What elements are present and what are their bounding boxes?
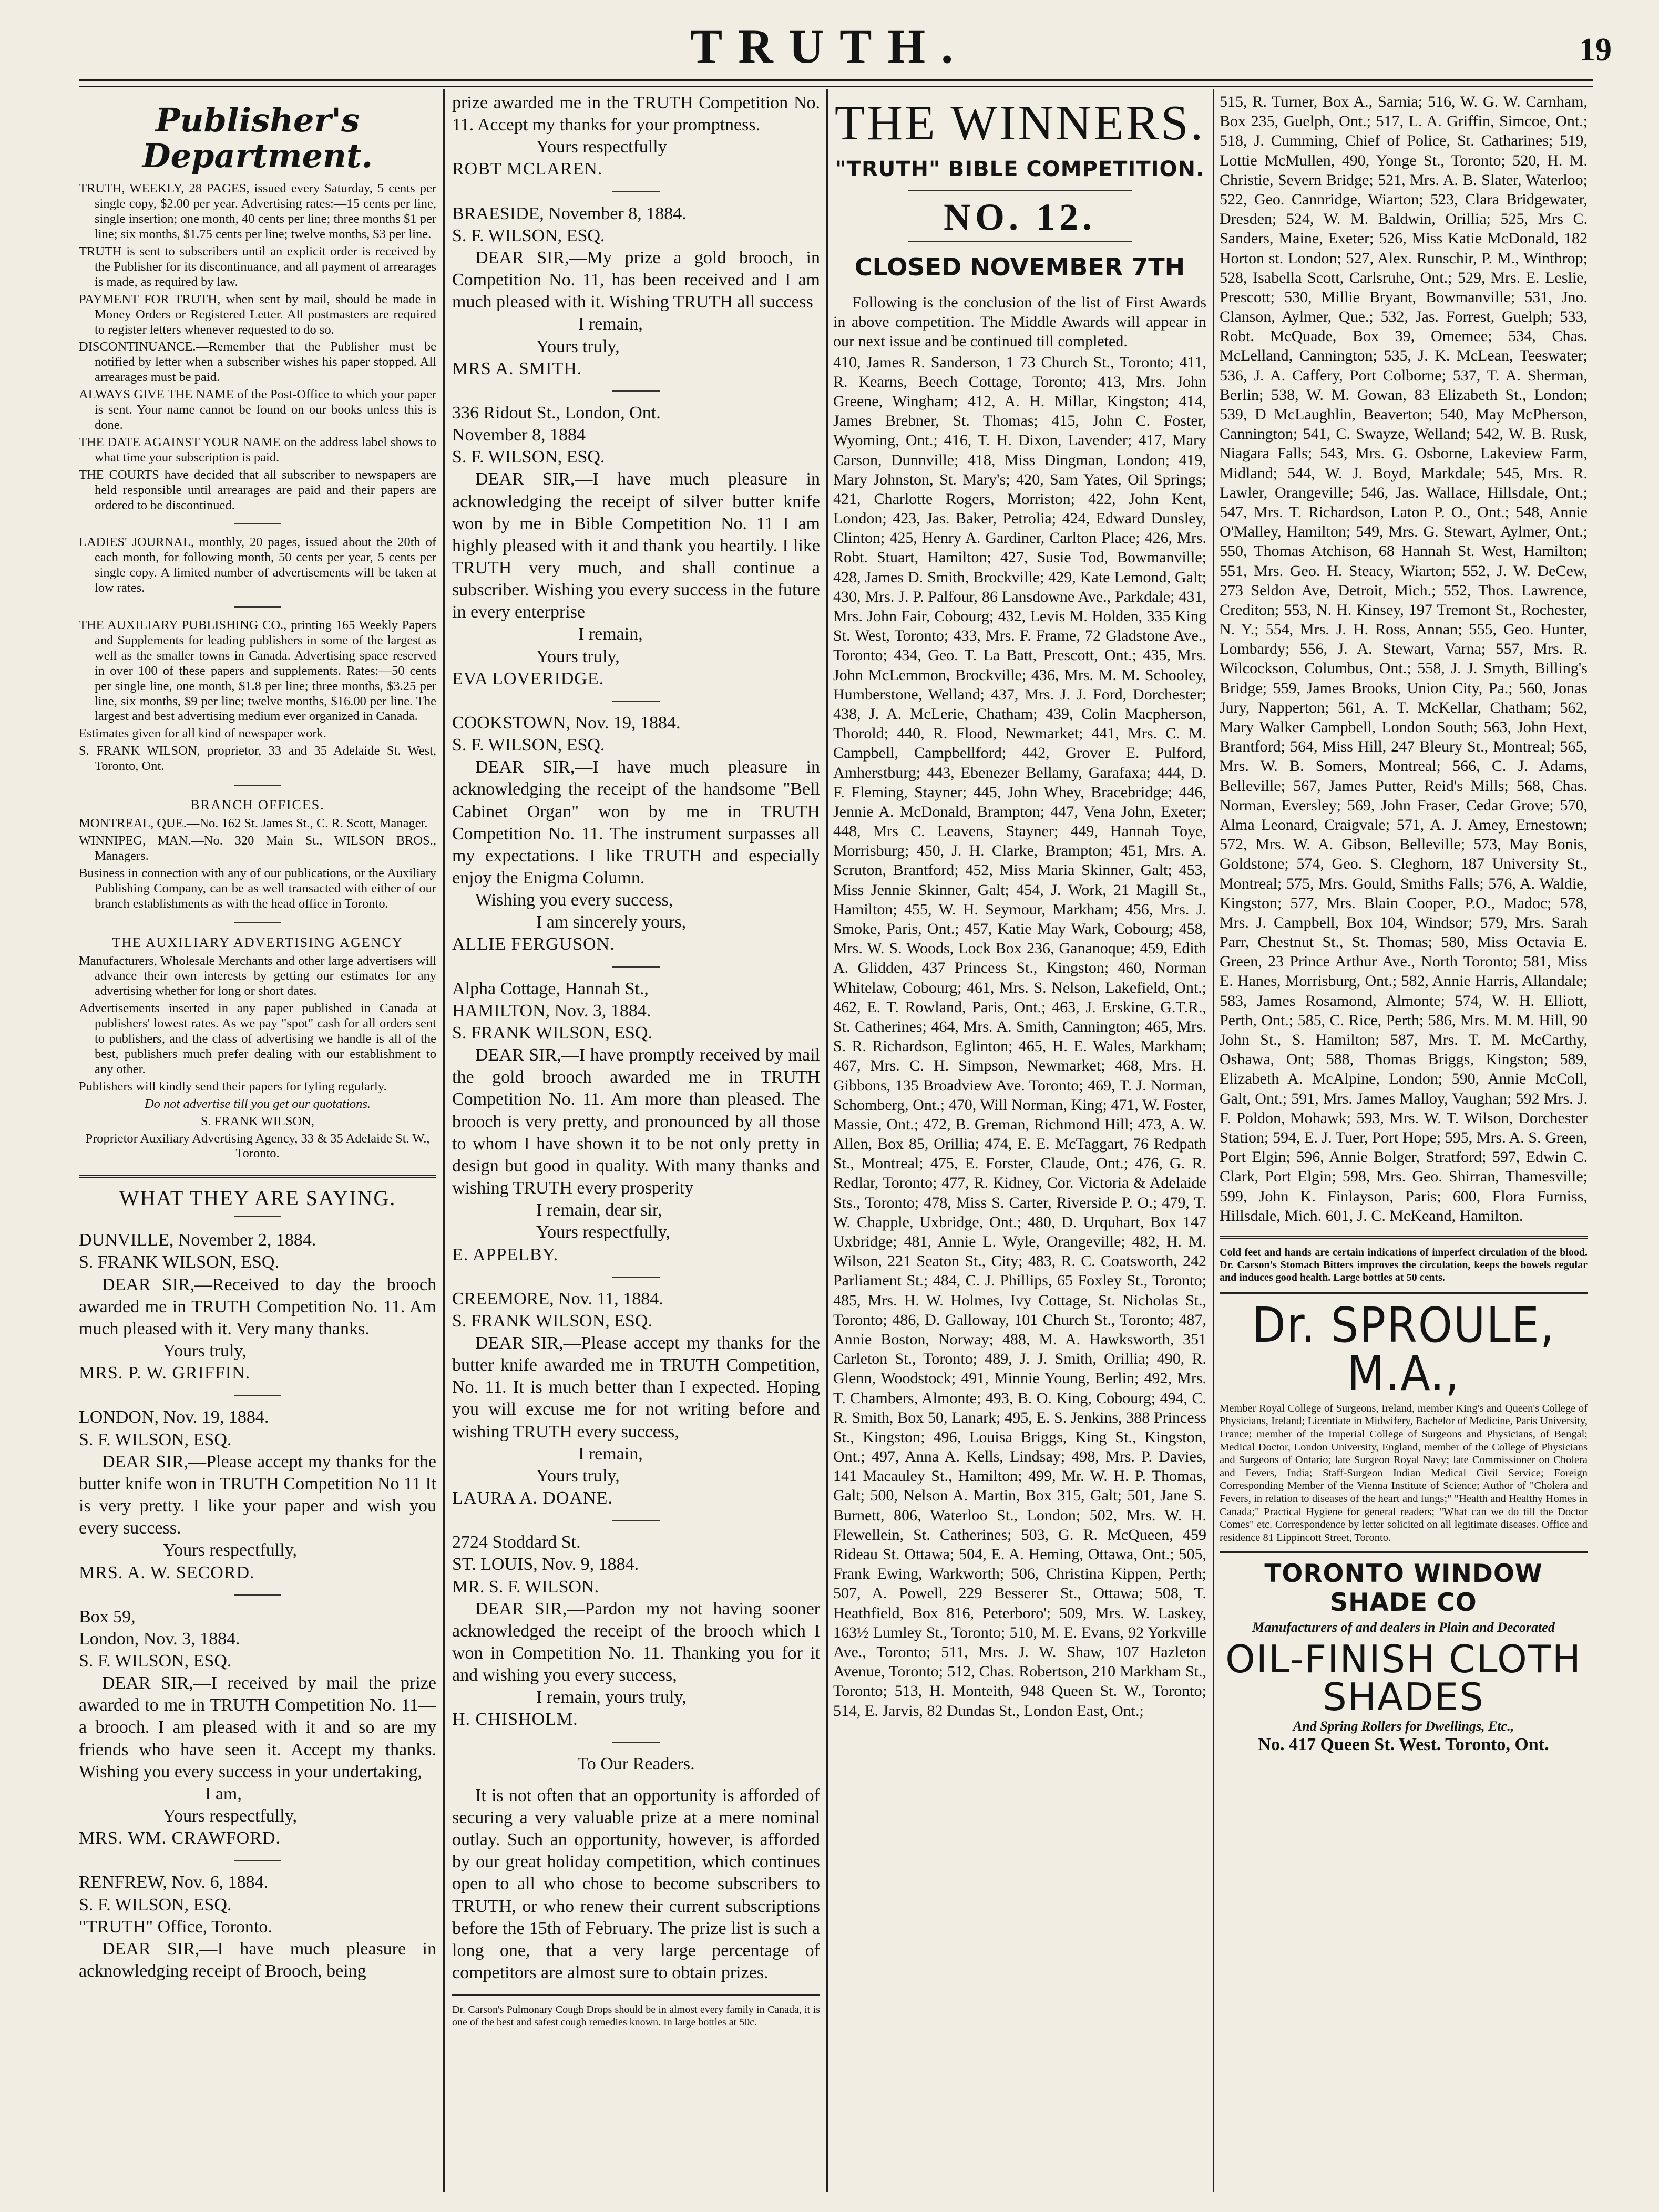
letter-signature: H. CHISHOLM. [452, 1710, 578, 1730]
winners-heading: THE WINNERS. [834, 96, 1205, 150]
letter-closing: Yours truly, [536, 336, 620, 356]
divider [612, 1520, 660, 1521]
letter-dateline: RENFREW, Nov. 6, 1884. [79, 1873, 269, 1892]
letter-closing: Yours respectfully, [163, 1540, 297, 1560]
letter-dateline: CREEMORE, Nov. 11, 1884. [452, 1289, 663, 1309]
dr-sproule-ad-text: Member Royal College of Surgeons, Ireland, member King's and Queen's College of Physicians, Ireland; Licentiate in Midwifery, Bachelor of Medicine, Paris University, France; member of the Imperial College of Surgeons and Physicians, of Bengal; Medical Doctor, London University, England, member of the College of Physicians and Surgeons of Ontario; late Surgeon Royal Navy; late Commissioner on Cholera and Fevers, India; Staff-Surgeon Indian Medical Civil Service; Foreign Corresponding Member of the Vienna Institute of Science; Author of "Cholera and Fevers, in relation to diseases of the heart and lungs;" "Health and Healthy Homes in Canada;" Practical Hygiene for general readers; "What can we do till the Doctor Comes" etc. Correspondence by letter solicited on all legitimate diseases. Office and residence 81 Lippincott Street, Toronto. [1220, 1402, 1588, 1544]
what-they-are-saying-heading: WHAT THEY ARE SAYING. [119, 1186, 396, 1210]
divider [234, 606, 281, 608]
letter-addressee: S. FRANK WILSON, ESQ. [452, 1311, 652, 1331]
column-1 [79, 92, 436, 2189]
column-3 [833, 92, 1206, 2189]
letter-body: prize awarded me in the TRUTH Competition No. 11. Accept my thanks for your promptness. [452, 93, 820, 135]
letter-body: DEAR SIR,—My prize a gold brooch, in Competition No. 11, has been received and I am much pleased with it. Wishing TRUTH all success [452, 248, 820, 312]
divider [612, 966, 660, 968]
letter-dateline: DUNVILLE, November 2, 1884. [79, 1230, 316, 1250]
letter-addressee: S. F. WILSON, ESQ. [452, 735, 605, 755]
notice-paragraph: MONTREAL, QUE.—No. 162 St. James St., C. R. Scott, Manager. [79, 816, 428, 831]
column-divider [443, 89, 445, 2192]
divider [234, 1216, 281, 1217]
letter-closing: I am sincerely yours, [536, 912, 687, 932]
letter-dateline: 336 Ridout St., London, Ont. [452, 403, 661, 423]
notice-paragraph: Publishers will kindly send their papers for fyling regularly. [79, 1079, 387, 1094]
letter [452, 978, 820, 1266]
notice-paragraph: Estimates given for all kind of newspaper work. [79, 726, 326, 741]
notice-paragraph: WINNIPEG, MAN.—No. 320 Main St., WILSON BROS., Managers. [79, 834, 436, 863]
cough-drops-notice: Dr. Carson's Pulmonary Cough Drops should be in almost every family in Canada, it is one of the best and safest cough remedies known. In large bottles at 50c. [452, 1994, 820, 2029]
divider [612, 1277, 660, 1278]
letter-signature: MRS. P. W. GRIFFIN. [79, 1363, 251, 1383]
notice-paragraph: THE DATE AGAINST YOUR NAME on the address label shows to what time your subscription is paid. [79, 435, 436, 465]
letter-dateline: November 8, 1884 [452, 425, 586, 445]
letter-addressee: S. F. WILSON, ESQ. [79, 1651, 232, 1671]
window-shade-ad-product: OIL-FINISH CLOTH SHADES [1225, 1637, 1582, 1719]
closed-date-heading: CLOSED NOVEMBER 7TH [854, 253, 1185, 281]
letter [452, 92, 820, 181]
letter-body: DEAR SIR,—I received by mail the prize awarded to me in TRUTH Competition No. 11—a brooch. I am pleased with it and so are my friends who have seen it. Accept my thanks. Wishing you every success in your undertaking, [79, 1673, 436, 1782]
divider [908, 241, 1132, 242]
notice-paragraph: PAYMENT FOR TRUTH, when sent by mail, should be made in Money Orders or Registered Letter. All postmasters are required to register letters whenever requested to do so. [79, 292, 436, 337]
notice-paragraph: DISCONTINUANCE.—Remember that the Publisher must be notified by letter when a subscriber wishes his paper stopped. All arrearages must be paid. [79, 339, 436, 385]
letter [452, 203, 820, 380]
publishers-department-heading: Publisher's Department. [142, 101, 373, 176]
notice-paragraph: S. FRANK WILSON, [201, 1114, 314, 1128]
dr-sproule-ad-name: Dr. SPROULE, M.A., [1220, 1292, 1588, 1398]
branch-offices-heading: BRANCH OFFICES. [190, 797, 325, 813]
letter-signature: EVA LOVERIDGE. [452, 668, 605, 688]
column-divider [1213, 89, 1214, 2192]
letter [79, 1871, 436, 1982]
divider [612, 191, 660, 192]
letter [79, 1606, 436, 1850]
letter-body: DEAR SIR,—Please accept my thanks for the butter knife won in TRUTH Competition No 11 It is very pretty. I like your paper and wish you every success. [79, 1452, 436, 1538]
letter [79, 1406, 436, 1583]
divider [234, 785, 281, 786]
letter-body: DEAR SIR,—Received to day the brooch awarded me in TRUTH Competition No. 11. Am much pleased with it. Very many thanks. [79, 1274, 436, 1339]
column-4 [1220, 92, 1588, 2189]
letter-signature: MRS A. SMITH. [452, 358, 582, 378]
advertisements [1220, 1236, 1588, 1756]
letter-closing: I remain, [578, 314, 643, 334]
window-shade-ad-detail: And Spring Rollers for Dwellings, Etc., [1293, 1718, 1514, 1734]
letter-signature: LAURA A. DOANE. [452, 1488, 613, 1508]
column-divider [826, 89, 828, 2192]
notice-paragraph: TRUTH, WEEKLY, 28 PAGES, issued every Saturday, 5 cents per single copy, $2.00 per year. Advertising rates:—15 cents per line, single insertion; one month, 40 cents per line; three months $1 per line; six months, $1.75 cents per line; twelve months, $3 per line. [79, 181, 436, 242]
notice-paragraph: Advertisements inserted in any paper published in Canada at publishers' lowest rates. As we pay "spot" cash for all orders sent to publishers, and the class of advertising we handle is all of the best, publishers much prefer dealing with our establishment to any other. [79, 1001, 436, 1076]
letter-closing: Yours respectfully [536, 137, 667, 157]
divider [908, 190, 1132, 191]
letter-body: DEAR SIR,—I have much pleasure in acknowledging the receipt of silver butter knife won by me in Bible Competition No. 11 I am highly pleased with it and thank you heartily. I like TRUTH very much, and shall continue a subscriber. Wishing you every success in the future in every enterprise [452, 469, 820, 622]
winners-list-continued: 515, R. Turner, Box A., Sarnia; 516, W. G. W. Carnham, Box 235, Guelph, Ont.; 517, L. A. Griffin, Simcoe, Ont.; 518, J. Cumming, Chief of Police, St. Catharines; 519, Lottie McMullen, 490, Yonge St., Toronto; 520, H. M. Christie, Severn Bridge; 521, Mrs. A. B. Slater, Waterloo; 522, Geo. Cannridge, Wiarton; 523, Clara Bridgewater, Dresden; 524, W. M. Baldwin, Orillia; 525, Mrs C. Sanders, Maine, Exeter; 526, Miss Katie McDonald, 182 Horton st. London; 527, Alex. Runschir, P. M., Winthrop; 528, Isabella Scott, Carlsruhe, Ont.; 529, Mrs. E. Leslie, Prescott; 530, Millie Bryant, Bowmanville; 531, Jno. Clanson, Aylmer, Que.; 532, Jas. Forrest, Guelph; 533, Robt. McQuade, Box 39, Omemee; 534, Chas. McLelland, Cannington; 535, J. K. McLean, Teeswater; 536, J. A. Caffery, Port Colborne; 537, T. A. Sherman, Berlin; 538, W. M. Gowan, 83 Elizabeth St., London; 539, D McLaughlin, Beaverton; 540, May McPherson, Cannington; 541, C. Swayze, Welland; 542, W. B. Rusk, Niagara Falls; 543, Mrs. G. Osborne, Lakeview Farm, Midland; 544, W. J. Boyd, Markdale; 545, Mrs. R. Lawler, Orangeville; 546, Jas. Wallace, Hillsdale, Ont.; 547, Mrs. T. Richardson, Laton P. O., Ont.; 548, Annie O'Malley, Hamilton; 549, Mrs. G. Stewart, Aylmer, Ont.; 550, Thomas Atchison, 68 Hannah St. West, Hamilton; 551, Mrs. Geo. H. Steacy, Wiarton; 552, J. W. DeCew, 273 Seldon Ave, Detroit, Mich.; 552, Thos. Lawrence, Crediton; 553, N. H. Kinsey, 197 Tremont St., Rochester, N. Y.; 554, Mrs. J. H. Ross, Annan; 555, Geo. Hunter, Lombardy; 556, J. A. Stewart, Varna; 557, Mrs. R. Wilcockson, Columbus, Ont.; 558, J. J. Smyth, Billing's Bridge; 559, James Brooks, Union City, Pa.; 560, Jonas Jury, Napperton; 561, A. T. McKellar, Chatham; 562, Mary Walker Campbell, London South; 563, John Hext, Brantford; 564, Miss Hill, 247 Bleury St., Montreal; 565, Mrs. W. B. Somers, Montreal; 566, C. J. Adams, Belleville; 567, James Putter, Reid's Mills; 568, Chas. Norman, Eversley; 569, John Fraser, Cedar Grove; 570, Alma Leonard, Craigvale; 571, A. J. Amey, Ernestown; 572, Mrs. W. A. Gibson, Belleville; 573, May Bonis, Goldstone; 574, Geo. S. Cleghorn, 187 University St., Montreal; 575, Mrs. Gould, Smiths Falls; 576, A. Waldie, Kingston; 577, Mrs. Blain Cooper, P.O., Madoc; 578, Mrs. J. Campbell, Box 104, Windsor; 579, Mrs. Sarah Parr, Chestnut St., St. Thomas; 580, Miss Octavia E. Green, 23 Prince Arthur Ave., North Toronto; 581, Miss E. Hanes, Morrisburg, Ont.; 582, Annie Harris, Allandale; 583, James Rosamond, Almonte; 574, W. H. Elliott, Perth, Ont.; 585, C. Rice, Perth; 586, Mrs. M. M. Hill, 90 John St., S. Hamilton; 587, Mrs. T. M. McCarthy, Oshawa, Ont; 588, Thomas Briggs, Kingston; 589, Elizabeth A. McAlpine, London; 590, Annie McColl, Galt, Ont.; 591, Mrs. James Malloy, Vaughan; 592 Mrs. J. F. Poldon, Mohawk; 593, Mrs. W. T. Wilson, Dorchester Station; 594, E. J. Tuer, Port Hope; 595, Mrs. A. S. Green, Port Elgin; 596, Annie Bolger, Stratford; 597, Edwin C. Clark, Port Elgin; 598, Mrs. Geo. Shirran, Thamesville; 599, John K. Finlayson, Paris; 600, Flora Furniss, Hillsdale, Mich. 601, J. C. McKeand, Hamilton. [1220, 93, 1588, 1225]
masthead-rule [79, 79, 1593, 87]
letter-addressee: S. F. WILSON, ESQ. [79, 1895, 232, 1915]
letter-signature: MRS. WM. CRAWFORD. [79, 1828, 281, 1848]
divider [234, 1860, 281, 1861]
letter-dateline: COOKSTOWN, Nov. 19, 1884. [452, 713, 681, 733]
notice-paragraph: Proprietor Auxiliary Advertising Agency, 33 & 35 Adelaide St. W., Toronto. [85, 1131, 430, 1161]
letter-addressee: S. F. WILSON, ESQ. [79, 1429, 232, 1449]
divider [234, 1594, 281, 1596]
letter-body: DEAR SIR,—I have much pleasure in acknowledging receipt of Brooch, being [79, 1939, 436, 1981]
notice-paragraph: LADIES' JOURNAL, monthly, 20 pages, issued about the 20th of each month, for following month, 50 cents per year, 5 cents per single copy. A limited number of advertisements will be taken at low rates. [79, 535, 436, 595]
letter-dateline: Box 59, [79, 1607, 136, 1627]
column-2 [452, 92, 820, 2189]
letter-closing: I remain, [578, 624, 643, 644]
letter-dateline: HAMILTON, Nov. 3, 1884. [452, 1001, 651, 1021]
window-shade-ad-subtitle: Manufacturers of and dealers in Plain and Decorated [1252, 1620, 1555, 1635]
letter [452, 402, 820, 690]
divider [234, 523, 281, 524]
letter-closing: Yours truly, [536, 1466, 620, 1486]
letter-closing: I am, [205, 1784, 242, 1804]
letter-body: DEAR SIR,—I have much pleasure in acknowledging the receipt of the handsome "Bell Cabinet Organ" won by me in TRUTH Competition No. 11. The instrument surpasses all my expectations. I like TRUTH and especially enjoy the Enigma Column. [452, 757, 820, 888]
divider [234, 1395, 281, 1396]
notice-paragraph: ALWAYS GIVE THE NAME of the Post-Office to which your paper is sent. Your name cannot be found on our books unless this is done. [79, 387, 436, 432]
letter [452, 1288, 820, 1510]
divider [612, 701, 660, 702]
letter-addressee: MR. S. F. WILSON. [452, 1577, 599, 1597]
winners-intro: Following is the conclusion of the list of First Awards in above competition. The Middle Awards will appear in our next issue and be continued till completed. [833, 294, 1206, 351]
letter-dateline: LONDON, Nov. 19, 1884. [79, 1407, 269, 1427]
letter-body: DEAR SIR,—Pardon my not having sooner acknowledged the receipt of the brooch which I won in Competition No. 11. Thanking you for it and wishing you every success, [452, 1599, 820, 1685]
winners-list: 410, James R. Sanderson, 1 73 Church St., Toronto; 411, R. Kearns, Beech Cottage, Toronto; 413, Mrs. John Greene, Wingham; 412, A. H. Millar, Kingston; 414, James Brebner, St. Thomas; 415, John C. Foster, Wyoming, Ont.; 416, T. H. Dixon, Lavender; 417, Mary Carson, Dunnville; 418, Miss Dingman, London; 419, Mary Johnston, St. Mary's; 420, Sam Yates, Oil Springs; 421, Charlotte Rogers, Morriston; 422, John Kent, London; 423, Jas. Baker, Petrolia; 424, Edward Dunsley, Clinton; 425, Henry A. Gardiner, Carlton Place; 426, Mrs. Robt. Stuart, Hamilton; 427, Susie Tod, Bowmanville; 428, James D. Smith, Brockville; 429, Kate Lemond, Galt; 430, Mrs. J. P. Palfour, 86 Lansdowne Ave., Parkdale; 431, Mrs. John Fair, Cobourg; 432, Levis M. Holden, 335 King St. West, Toronto; 433, Mrs. F. Frame, 72 Gladstone Ave., Toronto; 434, Geo. T. La Batt, Prescott, Ont.; 435, Mrs. John McLemmon, Brockville; 436, Mrs. M. M. Schooley, Humberstone, Welland; 437, Mrs. J. J. Ford, Dorchester; 438, J. A. McLerie, Chatham; 439, Colin Macpherson, Thorold; 440, R. Flood, Newmarket; 441, Mrs. C. M. Campbell, Campbellford; 442, Grover E. Pulford, Amherstburg; 443, Ebenezer Bellamy, Garafaxa; 444, D. F. Fleming, Stayner; 445, John Whey, Bracebridge; 446, Jennie A. McDonald, Brampton; 447, Vena John, Exeter; 448, Mrs C. Leavens, Stayner; 449, Hannah Toye, Morrisburg; 450, J. H. Clarke, Brampton; 451, Mrs. A. Scruton, Brantford; 452, Miss Maria Skinner, Galt; 453, Miss Jennie Skinner, Galt; 454, J. Work, 21 Magill St., Hamilton; 455, W. H. Seymour, Markham; 456, Mrs. J. Smoke, Paris, Ont.; 457, Katie May Wark, Cobourg; 458, Mrs. W. S. Woods, Lock Box 236, Gananoque; 459, Edith A. Glidden, 437 Princess St., Kingston; 460, Norman Whitelaw, Cobourg; 461, Mrs. S. Nelson, Lakefield, Ont.; 462, E. T. Rowland, Paris, Ont.; 463, J. Erskine, G.T.R., St. Catherines; 464, Mrs. A. Smith, Cannington; 465, Mrs. S. R. Richardson, Eglinton; 465, H. E. Wales, Markham; 467, Mrs. C. H. Simpson, Newmarket; 468, Mrs. H. Gibbons, 135 Broadview Ave. Toronto; 469, T. J. Norman, Schomberg, Ont.; 470, Will Norman, King; 471, W. Foster, Massie, Ont.; 472, B. Greman, Richmond Hill; 473, A. W. Allen, Box 85, Orillia; 474, E. E. McTaggart, 76 Redpath St., Montreal; 475, E. Forster, Claude, Ont.; 476, G. R. Redlar, Toronto; 477, R. Kidney, Cor. Victoria & Adelaide Sts., Toronto; 478, Miss S. Carter, Riverside P. O.; 479, T. W. Chapple, Uxbridge, Ont.; 480, D. Urquhart, Box 147 Uxbridge; 481, Annie L. Wyle, Orangeville; 482, H. M. Wilson, 221 Seaton St., City; 483, R. C. Coatsworth, 242 Parliament St.; 484, C. J. Phillips, 65 Foxley St., Toronto; 485, Mrs. H. W. Holmes, Ivy Cottage, St. Nicholas St., Toronto; 486, D. Galloway, 101 Church St., Toronto; 487, Annie Boston, Norway; 488, M. A. Hawksworth, 351 Carleton St., Toronto; 489, J. J. Smith, Orillia; 490, R. Glenn, Woodstock; 491, Minnie Young, Berlin; 492, Mrs. T. Chambers, Almonte; 493, B. O. King, Cobourg; 494, C. R. Smith, Box 50, Lanark; 495, E. S. Jenkins, 388 Princess St., Kingston; 496, Louisa Briggs, King St., Kingston, Ont.; 497, Anna A. Kells, Lindsay; 498, Mrs. P. Davies, 141 Macauley St., Hamilton; 499, Mr. W. H. P. Thomas, Galt; 500, Nelson A. Martin, Box 315, Galt; 501, Jane S. Burnett, 806, Waterloo St., London; 502, Mrs. W. H. Flewellein, St. Catherines; 503, G. R. McQueen, 459 Rideau St. Ottawa; 504, E. A. Heming, Ottawa, Ont.; 505, Frank Ewing, Warkworth; 506, Christina Kippen, Perth; 507, A. Powell, 229 Besserer St., Ottawa; 508, T. Heathfield, Box 816, Peterboro'; 509, Mrs. W. Laskey, 163½ Lumley St., Toronto; 510, M. E. Evans, 92 Yorkville Ave., Toronto; 511, Mrs. J. W. Shaw, 107 Hazleton Avenue, Toronto; 512, Chas. Robertson, 210 Markham St., Toronto; 513, H. Monteith, 948 Queen St. W., Toronto; 514, E. Jarvis, 82 Dundas St., London East, Ont.; [833, 353, 1206, 1720]
letter-closing: Yours respectfully, [536, 1222, 670, 1242]
letter-body: DEAR SIR,—I have promptly received by mail the gold brooch awarded me in TRUTH Competition No. 11. Am more than pleased. The brooch is very pretty, and pronounced by all those to whom I have shown it to be not only pretty in design but good in quality. With many thanks and wishing TRUTH every prosperity [452, 1045, 820, 1198]
letter-addressee: S. F. WILSON, ESQ. [452, 225, 605, 245]
competition-number: NO. 12. [944, 196, 1096, 238]
stomach-bitters-ad: Cold feet and hands are certain indications of imperfect circulation of the blood. Dr. Carson's Stomach Bitters improves the circulation, keeps the bowels regular and induces good health. Large bottles at 50 cents. [1220, 1246, 1588, 1283]
letter-dateline: London, Nov. 3, 1884. [79, 1629, 240, 1649]
letter-signature: ROBT MCLAREN. [452, 159, 603, 179]
letter-addressee: S. FRANK WILSON, ESQ. [79, 1252, 279, 1272]
letter-closing: Yours truly, [163, 1341, 247, 1361]
divider [79, 1175, 436, 1178]
letter-dateline: 2724 Stoddard St. [452, 1532, 581, 1552]
page-number: 19 [1579, 32, 1612, 68]
readers-notice [452, 1753, 820, 1984]
divider [612, 390, 660, 392]
letter [452, 712, 820, 956]
letter-dateline: BRAESIDE, November 8, 1884. [452, 203, 687, 223]
letter-signature: ALLIE FERGUSON. [452, 934, 615, 954]
letter-dateline: ST. LOUIS, Nov. 9, 1884. [452, 1555, 639, 1575]
divider [234, 922, 281, 923]
notice-paragraph: S. FRANK WILSON, proprietor, 33 and 35 Adelaide St. West, Toronto, Ont. [79, 744, 436, 774]
divider [612, 1742, 660, 1743]
notice-paragraph: THE COURTS have decided that all subscriber to newspapers are held responsible until arrearages are paid and their papers are ordered to be discontinued. [79, 467, 436, 512]
letter-dateline: Alpha Cottage, Hannah St., [452, 979, 649, 999]
notice-paragraph: THE AUXILIARY PUBLISHING CO., printing 165 Weekly Papers and Supplements for leading publishers in some of the largest as well as the smaller towns in Canada. Advertising space reserved in over 100 of these papers and supplements. Rates:—50 cents per single line, one month, $1.8 per line; three months, $3.25 per line, six months, $9 per line; twelve months, $16.00 per line. The largest and best advertising medium ever organized in Canada. [79, 618, 436, 724]
bible-competition-heading: "TRUTH" BIBLE COMPETITION. [835, 157, 1205, 181]
readers-heading: To Our Readers. [577, 1754, 695, 1774]
masthead [0, 0, 1659, 84]
letter-closing: Yours respectfully, [163, 1806, 297, 1826]
letter-signature: E. APPELBY. [452, 1244, 559, 1264]
letter-body: DEAR SIR,—Please accept my thanks for the butter knife awarded me in TRUTH Competition, No. 11. It is much better than I expected. Hoping you will excuse me for not writing before and wishing TRUTH every success, [452, 1333, 820, 1442]
notice-paragraph: Business in connection with any of our publications, or the Auxiliary Publishing Company, can be as well transacted with either of our branch establishments as with the head office in Toronto. [79, 866, 436, 911]
window-shade-ad-name: TORONTO WINDOW SHADE CO [1220, 1551, 1588, 1617]
notice-paragraph: Manufacturers, Wholesale Merchants and other large advertisers will advance their own interests by getting our estimates for any advertising whether for long or short dates. [79, 953, 436, 999]
letter-closing: Yours truly, [536, 646, 620, 666]
readers-body: It is not often that an opportunity is afforded of securing a very valuable prize at a mere nominal outlay. Such an opportunity, however, is afforded by our great holiday competition, which continues open to all who chose to become subscribers to TRUTH, or who renew their current subscriptions before the 15th of February. The prize list is such a long one, that a very large percentage of competitors are almost sure to obtain prizes. [452, 1785, 820, 1983]
letter-closing: I remain, [578, 1444, 643, 1464]
letter-closing: I remain, yours truly, [536, 1688, 687, 1707]
letter-closing: I remain, dear sir, [536, 1200, 662, 1220]
letter-addressee: S. FRANK WILSON, ESQ. [452, 1023, 652, 1043]
agency-heading: THE AUXILIARY ADVERTISING AGENCY [112, 934, 403, 950]
notice-paragraph: TRUTH is sent to subscribers until an explicit order is received by the Publisher for its discontinuance, and all payment of arrearages is made, as required by law. [79, 244, 436, 289]
notice-paragraph: Do not advertise till you get our quotations. [144, 1096, 371, 1111]
window-shade-ad-address: No. 417 Queen St. West. Toronto, Ont. [1258, 1734, 1549, 1754]
letter-addressee: S. F. WILSON, ESQ. [452, 447, 605, 467]
letter-office: "TRUTH" Office, Toronto. [79, 1917, 272, 1937]
letter [79, 1229, 436, 1384]
letter [452, 1531, 820, 1731]
letter-closing: Wishing you every success, [475, 890, 673, 910]
newspaper-title: TRUTH. [690, 19, 969, 73]
letter-signature: MRS. A. W. SECORD. [79, 1562, 255, 1582]
